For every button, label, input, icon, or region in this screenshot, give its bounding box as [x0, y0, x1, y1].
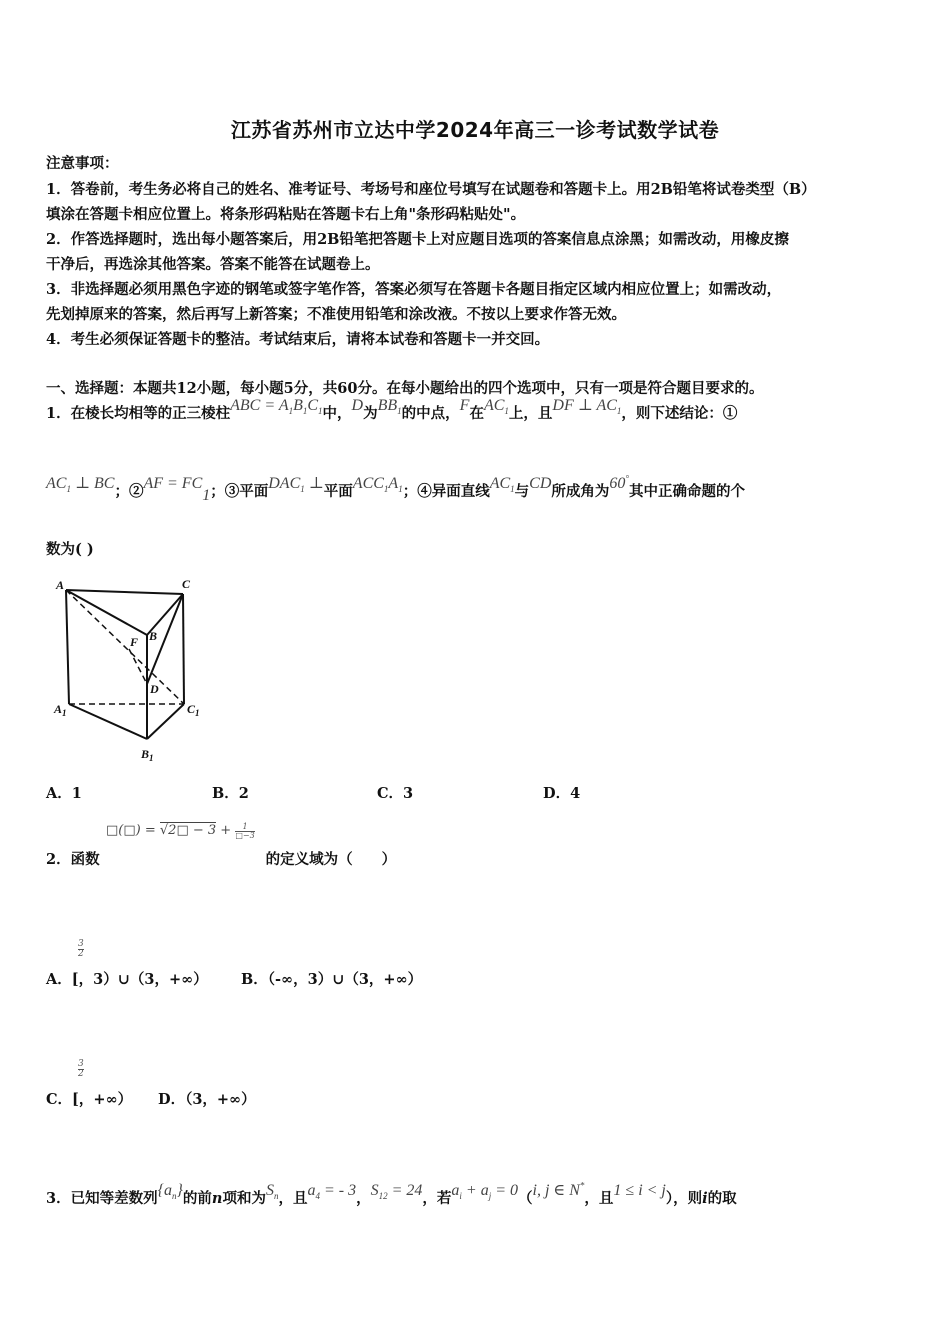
notice-heading: 注意事项：: [46, 155, 119, 172]
q2-option-d: D．（3，+∞）: [158, 1091, 256, 1108]
option-c: C．3: [377, 785, 414, 802]
fraction-three-halves: $\frac{3}{2}$: [78, 939, 84, 959]
page-title: 江苏省苏州市立达中学2024年高三一诊考试数学试卷: [230, 118, 720, 142]
fraction-three-halves: $\frac{3}{2}$: [78, 1059, 84, 1079]
notice-line: 4．考生必须保证答题卡的整洁。考试结束后，请将本试卷和答题卡一并交回。: [46, 331, 550, 348]
label-B: B: [149, 629, 158, 643]
option-a: A．1: [46, 785, 82, 802]
question-1-line-3: 数为( ): [46, 541, 94, 558]
label-F: F: [130, 635, 139, 649]
notice-line: 先划掉原来的答案，然后再写上新答案；不准使用铅笔和涂改液。不按以上要求作答无效。: [46, 306, 626, 323]
edge-b1c1: [147, 704, 184, 739]
edge-fd-hidden: [129, 649, 147, 684]
edge-cc1: [183, 594, 184, 704]
notice-line: 1．答卷前，考生务必将自己的姓名、准考证号、考场号和座位号填写在试题卷和答题卡上。用2B铅笔将试卷类型（B）: [46, 181, 816, 198]
prism-figure: [44, 572, 224, 767]
option-b: B．2: [212, 785, 249, 802]
q2-option-b: B．（-∞，3）∪（3，+∞）: [241, 971, 423, 988]
q2-option-a: A．[，3）∪（3，+∞）: [46, 971, 208, 988]
edge-ac: [66, 590, 183, 594]
notice-line: 干净后，再选涂其他答案。答案不能答在试题卷上。: [46, 256, 380, 273]
option-d: D．4: [543, 785, 581, 802]
label-A: A: [56, 578, 65, 592]
notice-line: 2．作答选择题时，选出每小题答案后，用2B铅笔把答题卡上对应题目选项的答案信息点涂黑；如需改动，用橡皮擦: [46, 231, 789, 248]
edge-ac1-hidden: [66, 590, 184, 704]
question-3: 3．已知等差数列$\{a_n\}$的前n项和为$S_n$，且$a_4$ = - 3，$S_{12} = 24$，若$a_i + a_j = 0(i$, j ∈ N*，且1 ≤ i < j），则i的取: [46, 1180, 737, 1207]
label-B1: $B_1$: [141, 747, 154, 763]
q2-option-c: C．[，+∞）: [46, 1091, 133, 1108]
section-heading: 一、选择题：本题共12小题，每小题5分，共60分。在每小题给出的四个选项中，只有一项是符合题目要求的。: [46, 380, 764, 397]
label-A1: $A_1$: [54, 702, 67, 718]
label-C1: $C_1$: [187, 702, 200, 718]
function-formula: □(□) = √2□ − $3 + \frac{1}{□-3}$: [106, 822, 255, 840]
question-1-line-1: 1．在棱长均相等的正三棱柱ABC = $A_1B_1C_1$中，D为$BB_1$的中点，F在$AC_1$上，且DF ⊥ $AC_1$，则下述结论：①: [46, 397, 738, 422]
question-1-line-2: $AC_1$ ⊥ BC；②AF = $FC_1$；③平面$DAC_1$ ⊥平面$ACC_1A_1$；④异面直线$AC_1$与CD所成角为60°其中正确命题的个: [46, 473, 745, 504]
notice-line: 3．非选择题必须用黑色字迹的钢笔或签字笔作答，答案必须写在答题卡各题目指定区域内相应位置上；如需改动，: [46, 281, 782, 298]
question-2: 2．函数 的定义域为（ ）: [46, 851, 397, 868]
label-C: C: [182, 577, 191, 591]
label-D: D: [150, 682, 159, 696]
edge-aa1: [66, 590, 69, 704]
edge-a1b1: [69, 704, 147, 739]
notice-line: 填涂在答题卡相应位置上。将条形码粘贴在答题卡右上角"条形码粘贴处"。: [46, 206, 526, 223]
